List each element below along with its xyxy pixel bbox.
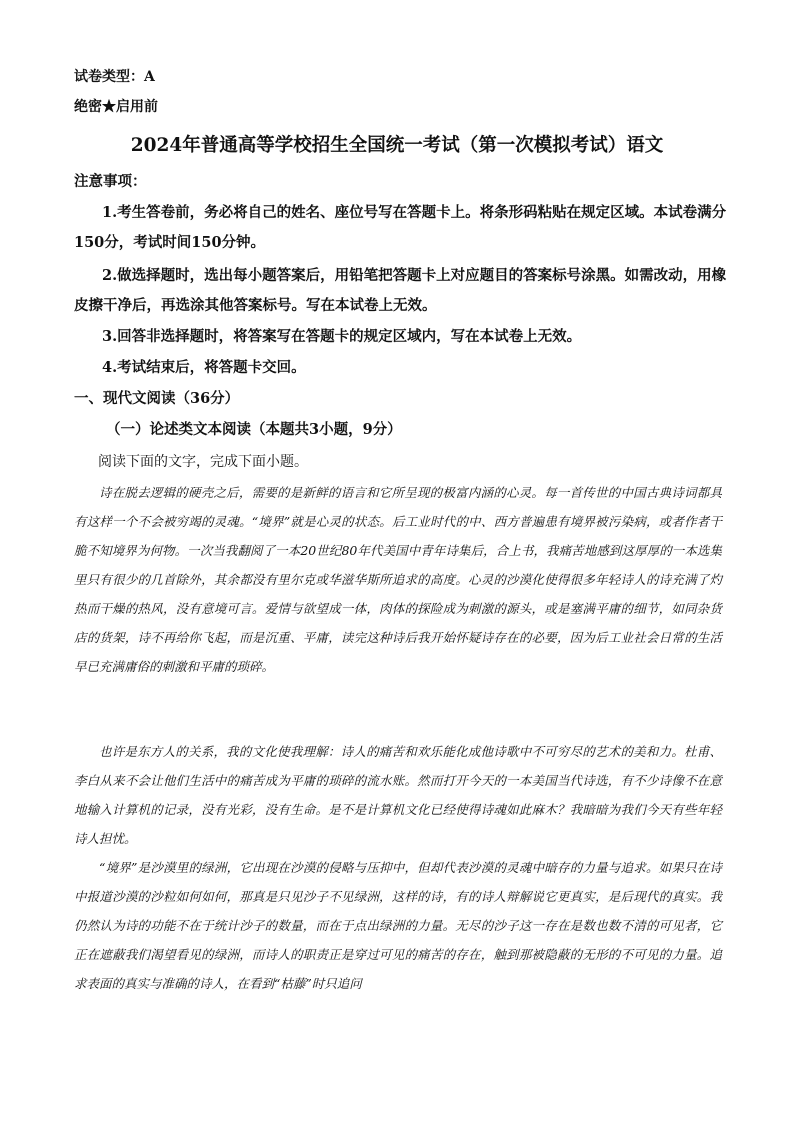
article-paragraph-3: “境界”是沙漠里的绿洲，它出现在沙漠的侵略与压抑中，但却代表沙漠的灵魂中暗存的力量与追求。如果只在诗中报道沙漠的沙粒如何如何，那真是只见沙子不见绿洲，这样的诗，有的诗人辩解说它更真实，是后现代的真实。我仍然认为诗的功能不在于统计沙子的数量，而在于点出绿洲的力量。无尽的沙子这一存在是数也数不清的可见者，它正在遮蔽我们渴望看见的绿洲，而诗人的职责正是穿过可见的痛苦的存在，触到那被隐蔽的无形的不可见的力量。追求表面的真实与准确的诗人，在看到“枯藤”时只追问 — [74, 860, 722, 991]
article-paragraph-1: 诗在脱去逻辑的硬壳之后，需要的是新鲜的语言和它所呈现的极富内涵的心灵。每一首传世的中国古典诗词都具有这样一个不会被穷竭的灵魂。“境界”就是心灵的状态。后工业时代的中、西方普遍患有境界被污染病，或者作者干脆不知境界为何物。一次当我翻阅了一本20世纪80年代美国中青年诗集后，合上书，我痛苦地感到这厚厚的一本选集里只有很少的几首除外，其余都没有里尔克或华滋华斯所追求的高度。心灵的沙漠化使得很多年轻诗人的诗充满了灼热而干燥的热风，没有意境可言。爱情与欲望成一体，肉体的探险成为刺激的源头，或是塞满平庸的细节，如同杂货店的货架，诗不再给你飞起，而是沉重、平庸，读完这种诗后我开始怀疑诗存在的必要，因为后工业社会日常的生活早已充满庸俗的刺激和平庸的琐碎。 — [74, 485, 722, 674]
reading-instruction: 阅读下面的文字，完成下面小题。 — [98, 454, 308, 470]
notice-item-4: 4.考试结束后，将答题卡交回。 — [102, 359, 306, 376]
notice-heading: 注意事项： — [74, 173, 147, 190]
subsection-heading: （一）论述类文本阅读（本题共3小题，9分） — [106, 421, 402, 438]
notice-item-3: 3.回答非选择题时，将答案写在答题卡的规定区域内，写在本试卷上无效。 — [102, 328, 582, 345]
confidential-label: 绝密★启用前 — [74, 99, 158, 115]
article-paragraph-2: 也许是东方人的关系，我的文化使我理解：诗人的痛苦和欢乐能化成他诗歌中不可穷尽的艺术的美和力。杜甫、李白从来不会让他们生活中的痛苦成为平庸的琐碎的流水账。然而打开今天的一本美国当代诗选，有不少诗像不在意地输入计算机的记录，没有光彩，没有生命。是不是计算机文化已经使得诗魂如此麻木？我暗暗为我们今天有些年轻诗人担忧。 — [74, 744, 722, 846]
section-heading: 一、现代文阅读（36分） — [74, 390, 240, 407]
notice-item-1: 1.考生答卷前，务必将自己的姓名、座位号写在答题卡上。将条形码粘贴在规定区域。本试卷满分150分，考试时间150分钟。 — [74, 204, 727, 251]
paper-type-label: 试卷类型：A — [74, 69, 155, 85]
exam-title: 2024年普通高等学校招生全国统一考试（第一次模拟考试）语文 — [130, 135, 664, 156]
notice-item-2: 2.做选择题时，选出每小题答案后，用铅笔把答题卡上对应题目的答案标号涂黑。如需改动，用橡皮擦干净后，再选涂其他答案标号。写在本试卷上无效。 — [74, 267, 727, 314]
